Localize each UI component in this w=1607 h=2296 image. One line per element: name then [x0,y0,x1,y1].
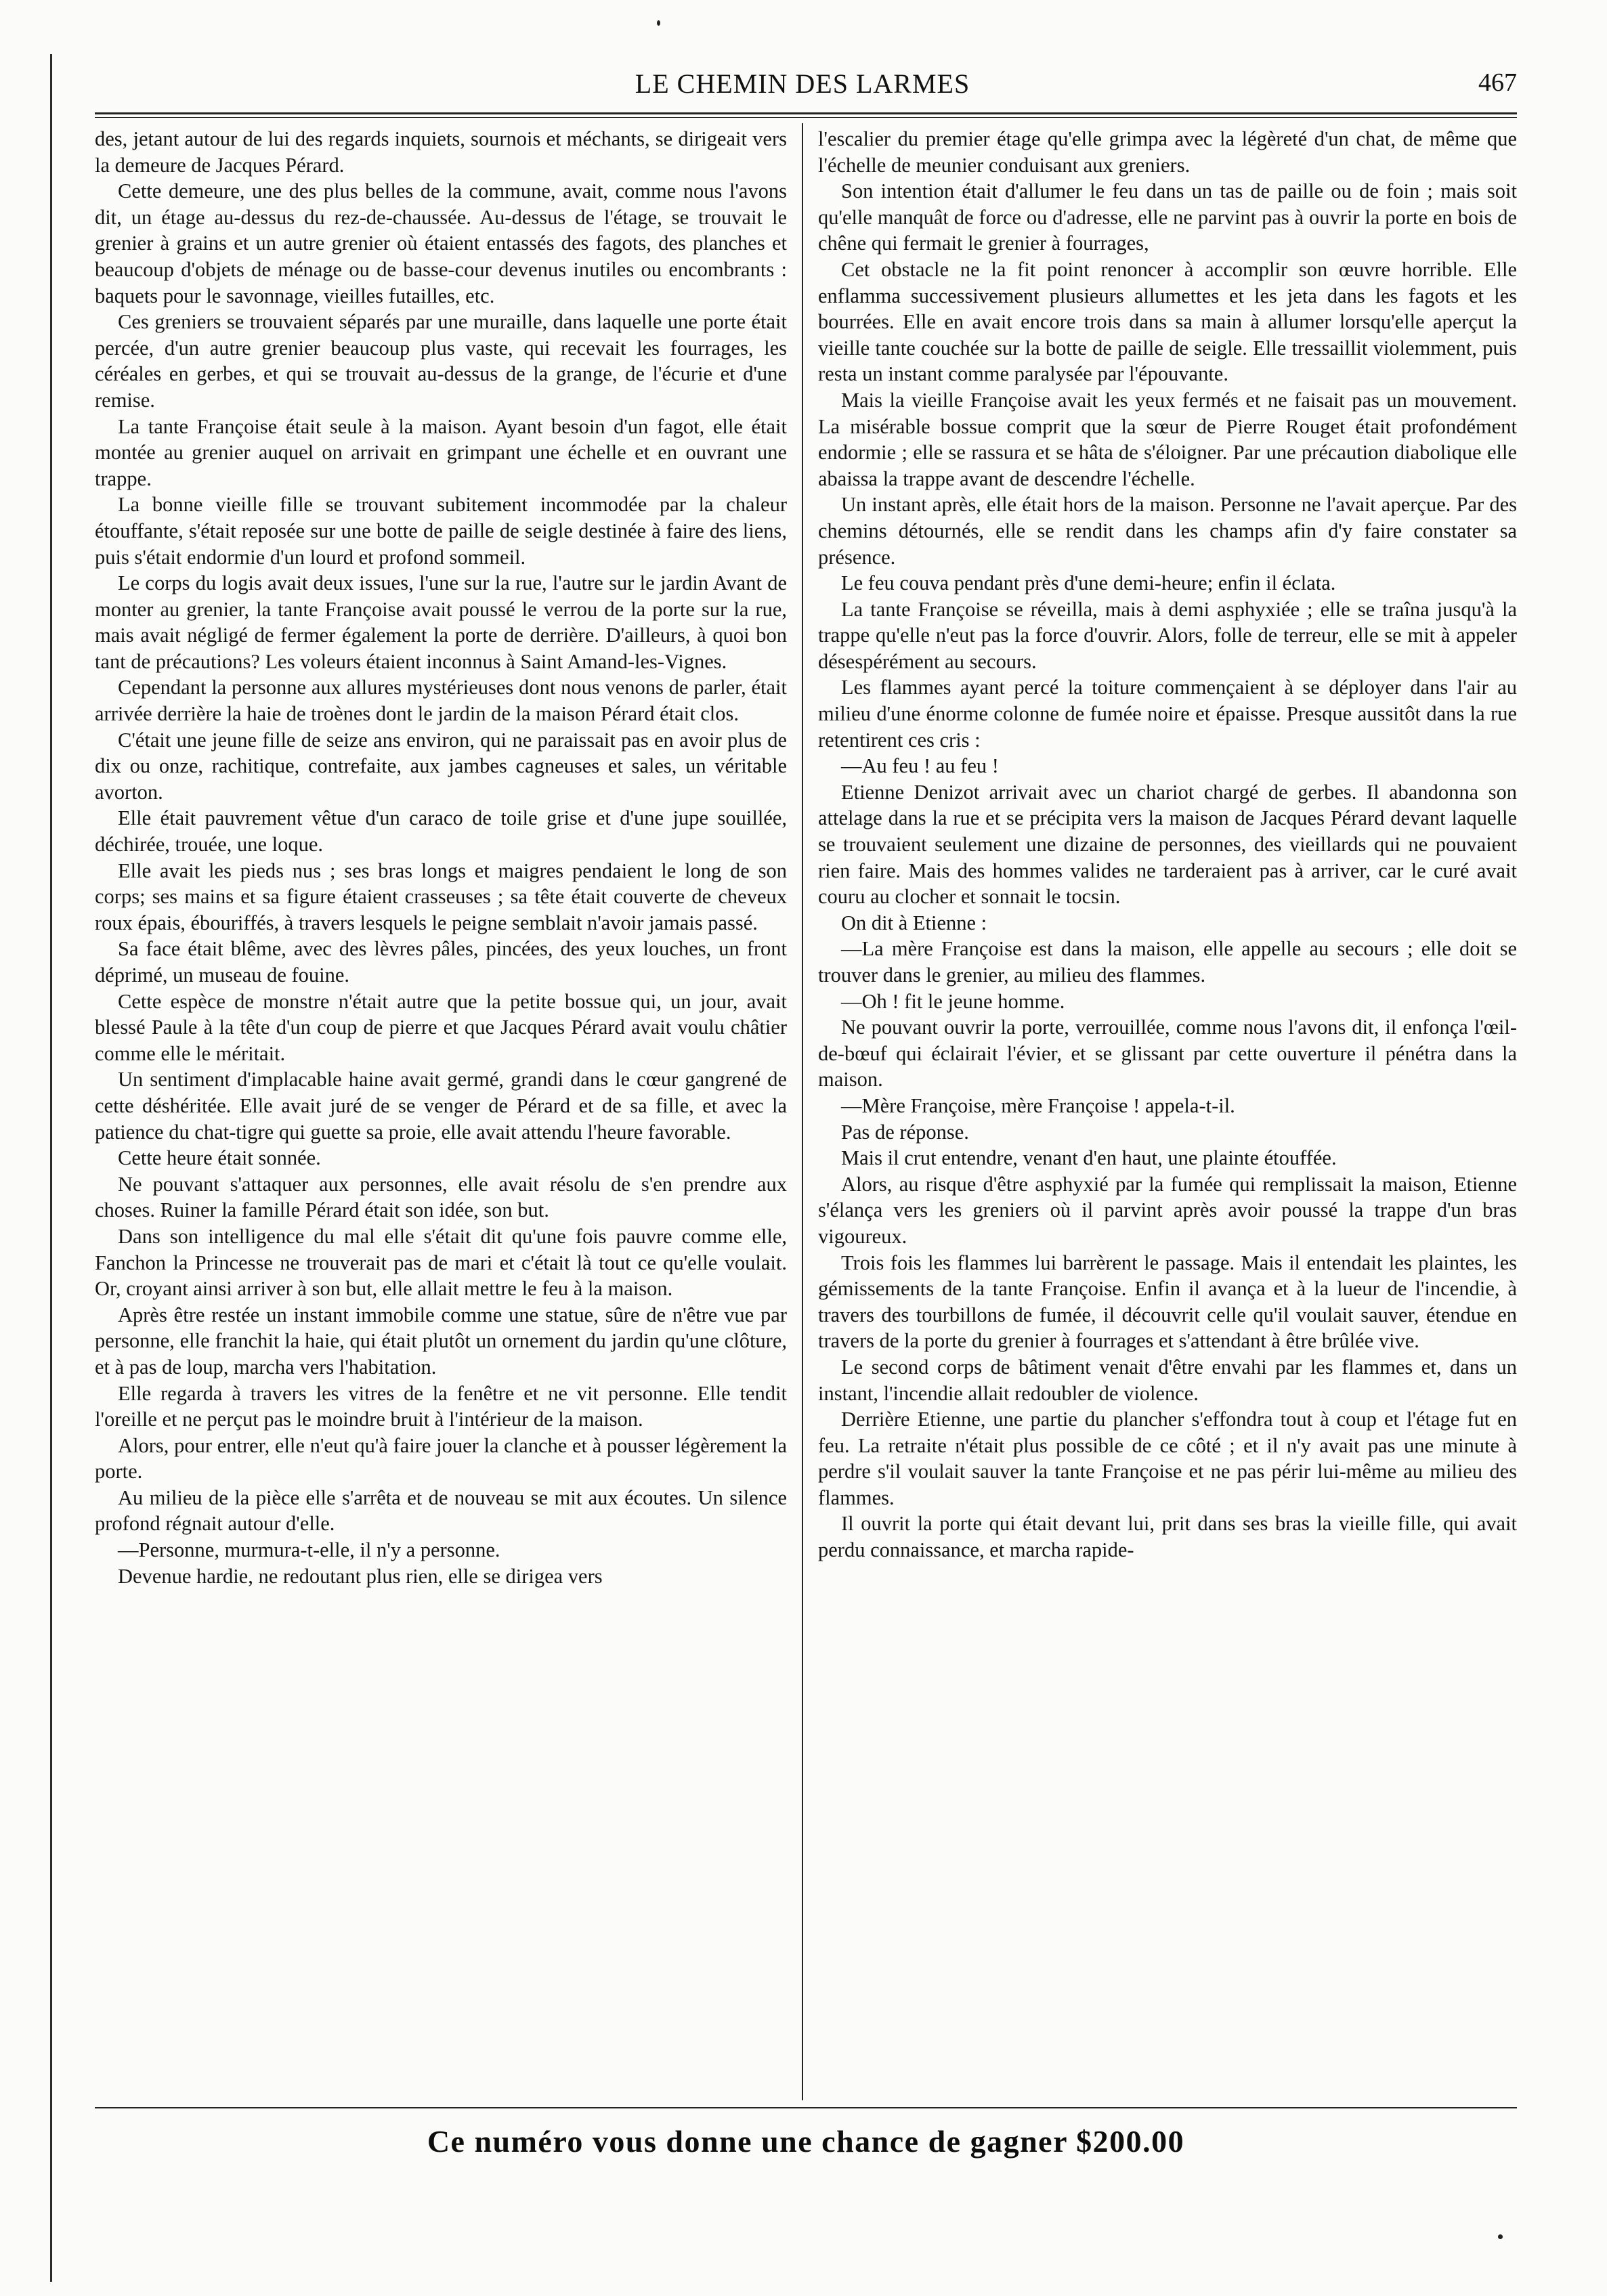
page-number: 467 [1478,68,1517,97]
scan-speck [657,20,660,26]
paragraph: —Au feu ! au feu ! [841,754,999,778]
paragraph: La bonne vieille fille se trouvant subitement incommodée par la chaleur étouffante, s'était reposée sur une botte de paille de seigle destinée à faire des liens, puis s'était endormie d'un lourd et profond sommeil. [95,493,787,569]
paragraph: Trois fois les flammes lui barrèrent le passage. Mais il entendait les plaintes, les gémissements de la tante Françoise. Enfin il avança et à la lueur de l'incendie, à travers des tourbillons de fumée, il découvrit celle qu'il voulait sauver, étendue en travers de la porte du grenier à fourrages et s'attendant à être brûlée vive. [818,1251,1517,1353]
paragraph: Cette espèce de monstre n'était autre que la petite bossue qui, un jour, avait blessé Paule à la tête d'un coup de pierre et que Jacques Pérard avait voulu châtier comme elle le méritait. [95,989,787,1065]
paragraph: Cet obstacle ne la fit point renoncer à accomplir son œuvre horrible. Elle enflamma successivement plusieurs allumettes et les jeta dans les fagots et les bourrées. Elle en avait encore trois dans sa main à allumer lorsqu'elle aperçut la vieille tante couchée sur la botte de paille de seigle. Elle tressaillit violemment, puis resta un instant comme paralysée par l'épouvante. [818,257,1517,386]
paragraph: Dans son intelligence du mal elle s'était dit qu'une fois pauvre comme elle, Fanchon la Princesse ne trouverait pas de mari et c'était là tout ce qu'elle voulait. Or, croyant ainsi arriver à son but, elle allait mettre le feu à la maison. [95,1224,787,1301]
paragraph: Après être restée un instant immobile comme une statue, sûre de n'être vue par personne, elle franchit la haie, qui était plutôt un ornement du jardin qu'une clôture, et à pas de loup, marcha vers l'habitation. [95,1303,787,1379]
paragraph: Ne pouvant s'attaquer aux personnes, elle avait résolu de s'en prendre aux choses. Ruiner la famille Pérard était son idée, son but. [95,1172,787,1222]
left-column [95,126,787,1589]
paragraph: Elle était pauvrement vêtue d'un caraco de toile grise et d'une jupe souillée, déchirée, trouée, une loque. [95,806,787,857]
scan-speck [1498,2234,1503,2239]
paragraph: La tante Françoise était seule à la maison. Ayant besoin d'un fagot, elle était montée au grenier auquel on arrivait en grimpant une échelle et en ouvrant une trappe. [95,414,787,490]
paragraph: Ces greniers se trouvaient séparés par une muraille, dans laquelle une porte était percée, d'un autre grenier beaucoup plus vaste, qui recevait les fourrages, les céréales en gerbes, et qui se trouvait au-dessus de la grange, de l'écurie et d'une remise. [95,310,787,412]
paragraph: Mais la vieille Françoise avait les yeux fermés et ne faisait pas un mouvement. La misérable bossue comprit que la sœur de Pierre Rouget était profondément endormie ; elle se rassura et se hâta de s'éloigner. Par une précaution diabolique elle abaissa la trappe avant de descendre l'échelle. [818,388,1517,490]
paragraph: Son intention était d'allumer le feu dans un tas de paille ou de foin ; mais soit qu'elle manquât de force ou d'adresse, elle ne parvint pas à ouvrir la porte en bois de chêne qui fermait le grenier à fourrages, [818,179,1517,255]
footer-rule [95,2107,1517,2108]
paragraph: Alors, pour entrer, elle n'eut qu'à faire jouer la clanche et à pousser légèrement la porte. [95,1433,787,1483]
paragraph: Le corps du logis avait deux issues, l'une sur la rue, l'autre sur le jardin Avant de monter au grenier, la tante Françoise avait poussé le verrou de la porte sur la rue, mais avait négligé de fermer également la porte de derrière. D'ailleurs, à quoi bon tant de précautions? Les voleurs étaient inconnus à Saint Amand-les-Vignes. [95,571,787,673]
paragraph: Les flammes ayant percé la toiture commençaient à se déployer dans l'air au milieu d'une énorme colonne de fumée noire et épaisse. Presque aussitôt dans la rue retentirent ces cris : [818,676,1517,752]
paragraph: Le feu couva pendant près d'une demi-heure; enfin il éclata. [841,571,1336,595]
paragraph: —Mère Françoise, mère Françoise ! appela-t-il. [841,1093,1235,1117]
page-header [88,68,1517,108]
paragraph: Au milieu de la pièce elle s'arrêta et de nouveau se mit aux écoutes. Un silence profond régnait autour d'elle. [95,1486,787,1536]
paragraph: La tante Françoise se réveilla, mais à demi asphyxiée ; elle se traîna jusqu'à la trappe qu'elle n'eut pas la force d'ouvrir. Alors, folle de terreur, elle se mit à appeler désespérément au secours. [818,597,1517,673]
paragraph: Un sentiment d'implacable haine avait germé, grandi dans le cœur gangrené de cette déshéritée. Elle avait juré de se venger de Pérard et de sa fille, et avec la patience du chat-tigre qui guette sa proie, elle avait attendu l'heure favorable. [95,1068,787,1144]
promo-line: Ce numéro vous donne une chance de gagner $200.00 [427,2124,1185,2159]
header-rule-thin [95,117,1517,118]
paragraph: —Oh ! fit le jeune homme. [841,989,1065,1013]
paragraph: Sa face était blême, avec des lèvres pâles, pincées, des yeux louches, un front déprimé, un museau de fouine. [95,937,787,987]
paragraph: Cette demeure, une des plus belles de la commune, avait, comme nous l'avons dit, un étage au-dessus du rez-de-chaussée. Au-dessus de l'étage, se trouvait le grenier à grains et un autre grenier où étaient entassés des fagots, des planches et beaucoup d'objets de ménage ou de basse-cour devenus inutiles ou encombrants : baquets pour le savonnage, vieilles futailles, etc. [95,179,787,307]
paragraph: l'escalier du premier étage qu'elle grimpa avec la légèreté d'un chat, de même que l'échelle de meunier conduisant aux greniers. [818,127,1517,177]
paragraph: Elle regarda à travers les vitres de la fenêtre et ne vit personne. Elle tendit l'oreille et ne perçut pas le moindre bruit à l'intérieur de la maison. [95,1381,787,1431]
paragraph: Elle avait les pieds nus ; ses bras longs et maigres pendaient le long de son corps; ses mains et sa figure étaient crasseuses ; sa tête était couverte de cheveux roux épais, ébouriffés, à travers lesquels le peigne semblait n'avoir jamais passé. [95,859,787,934]
paragraph: Un instant après, elle était hors de la maison. Personne ne l'avait aperçue. Par des chemins détournés, elle se rendit dans les champs afin d'y faire constater sa présence. [818,493,1517,569]
right-column [818,126,1517,1563]
paragraph: C'était une jeune fille de seize ans environ, qui ne paraissait pas en avoir plus de dix ou onze, rachitique, contrefaite, aux jambes cagneuses et sales, un véritable avorton. [95,728,787,804]
column-divider [802,123,803,2100]
paragraph: —La mère Françoise est dans la maison, elle appelle au secours ; elle doit se trouver dans le grenier, au milieu des flammes. [818,937,1517,987]
paragraph: —Personne, murmura-t-elle, il n'y a personne. [118,1538,500,1562]
header-rule [95,112,1517,114]
paragraph: Mais il crut entendre, venant d'en haut, une plainte étouffée. [841,1146,1337,1170]
paragraph: Le second corps de bâtiment venait d'être envahi par les flammes et, dans un instant, l'incendie allait redoubler de violence. [818,1355,1517,1405]
paragraph: Alors, au risque d'être asphyxié par la fumée qui remplissait la maison, Etienne s'élança vers les greniers où il parvint après avoir poussé la trappe d'un bras vigoureux. [818,1172,1517,1248]
paragraph: Ne pouvant ouvrir la porte, verrouillée, comme nous l'avons dit, il enfonça l'œil-de-bœuf qui éclairait l'évier, et se glissant par cette ouverture il pénétra dans la maison. [818,1016,1517,1091]
running-title: LE CHEMIN DES LARMES [635,68,970,99]
paragraph: On dit à Etienne : [841,911,987,934]
paragraph: Il ouvrit la porte qui était devant lui, prit dans ses bras la vieille fille, qui avait perdu connaissance, et marcha rapide- [818,1512,1517,1562]
paragraph: Cependant la personne aux allures mystérieuses dont nous venons de parler, était arrivée derrière la haie de troènes dont le jardin de la maison Pérard était clos. [95,676,787,726]
paragraph: Derrière Etienne, une partie du plancher s'effondra tout à coup et l'étage fut en feu. La retraite n'était plus possible de ce côté ; et il n'y avait pas une minute à perdre s'il voulait sauver la tante Françoise et ne pas périr lui-même au milieu des flammes. [818,1408,1517,1509]
paragraph: Devenue hardie, ne redoutant plus rien, elle se dirigea vers [118,1564,603,1588]
paragraph: Etienne Denizot arrivait avec un chariot chargé de gerbes. Il abandonna son attelage dans la rue et se précipita vers la maison de Jacques Pérard devant laquelle se trouvaient seulement une dizaine de personnes, des vieillards qui ne pouvaient rien faire. Mais des hommes valides ne tarderaient pas à arriver, car le curé avait couru au clocher et sonnait le tocsin. [818,780,1517,909]
paragraph: Pas de réponse. [841,1120,969,1144]
paragraph: des, jetant autour de lui des regards inquiets, sournois et méchants, se dirigeait vers la demeure de Jacques Pérard. [95,127,787,177]
scan-margin-rule [50,54,52,2282]
paragraph: Cette heure était sonnée. [118,1146,321,1170]
